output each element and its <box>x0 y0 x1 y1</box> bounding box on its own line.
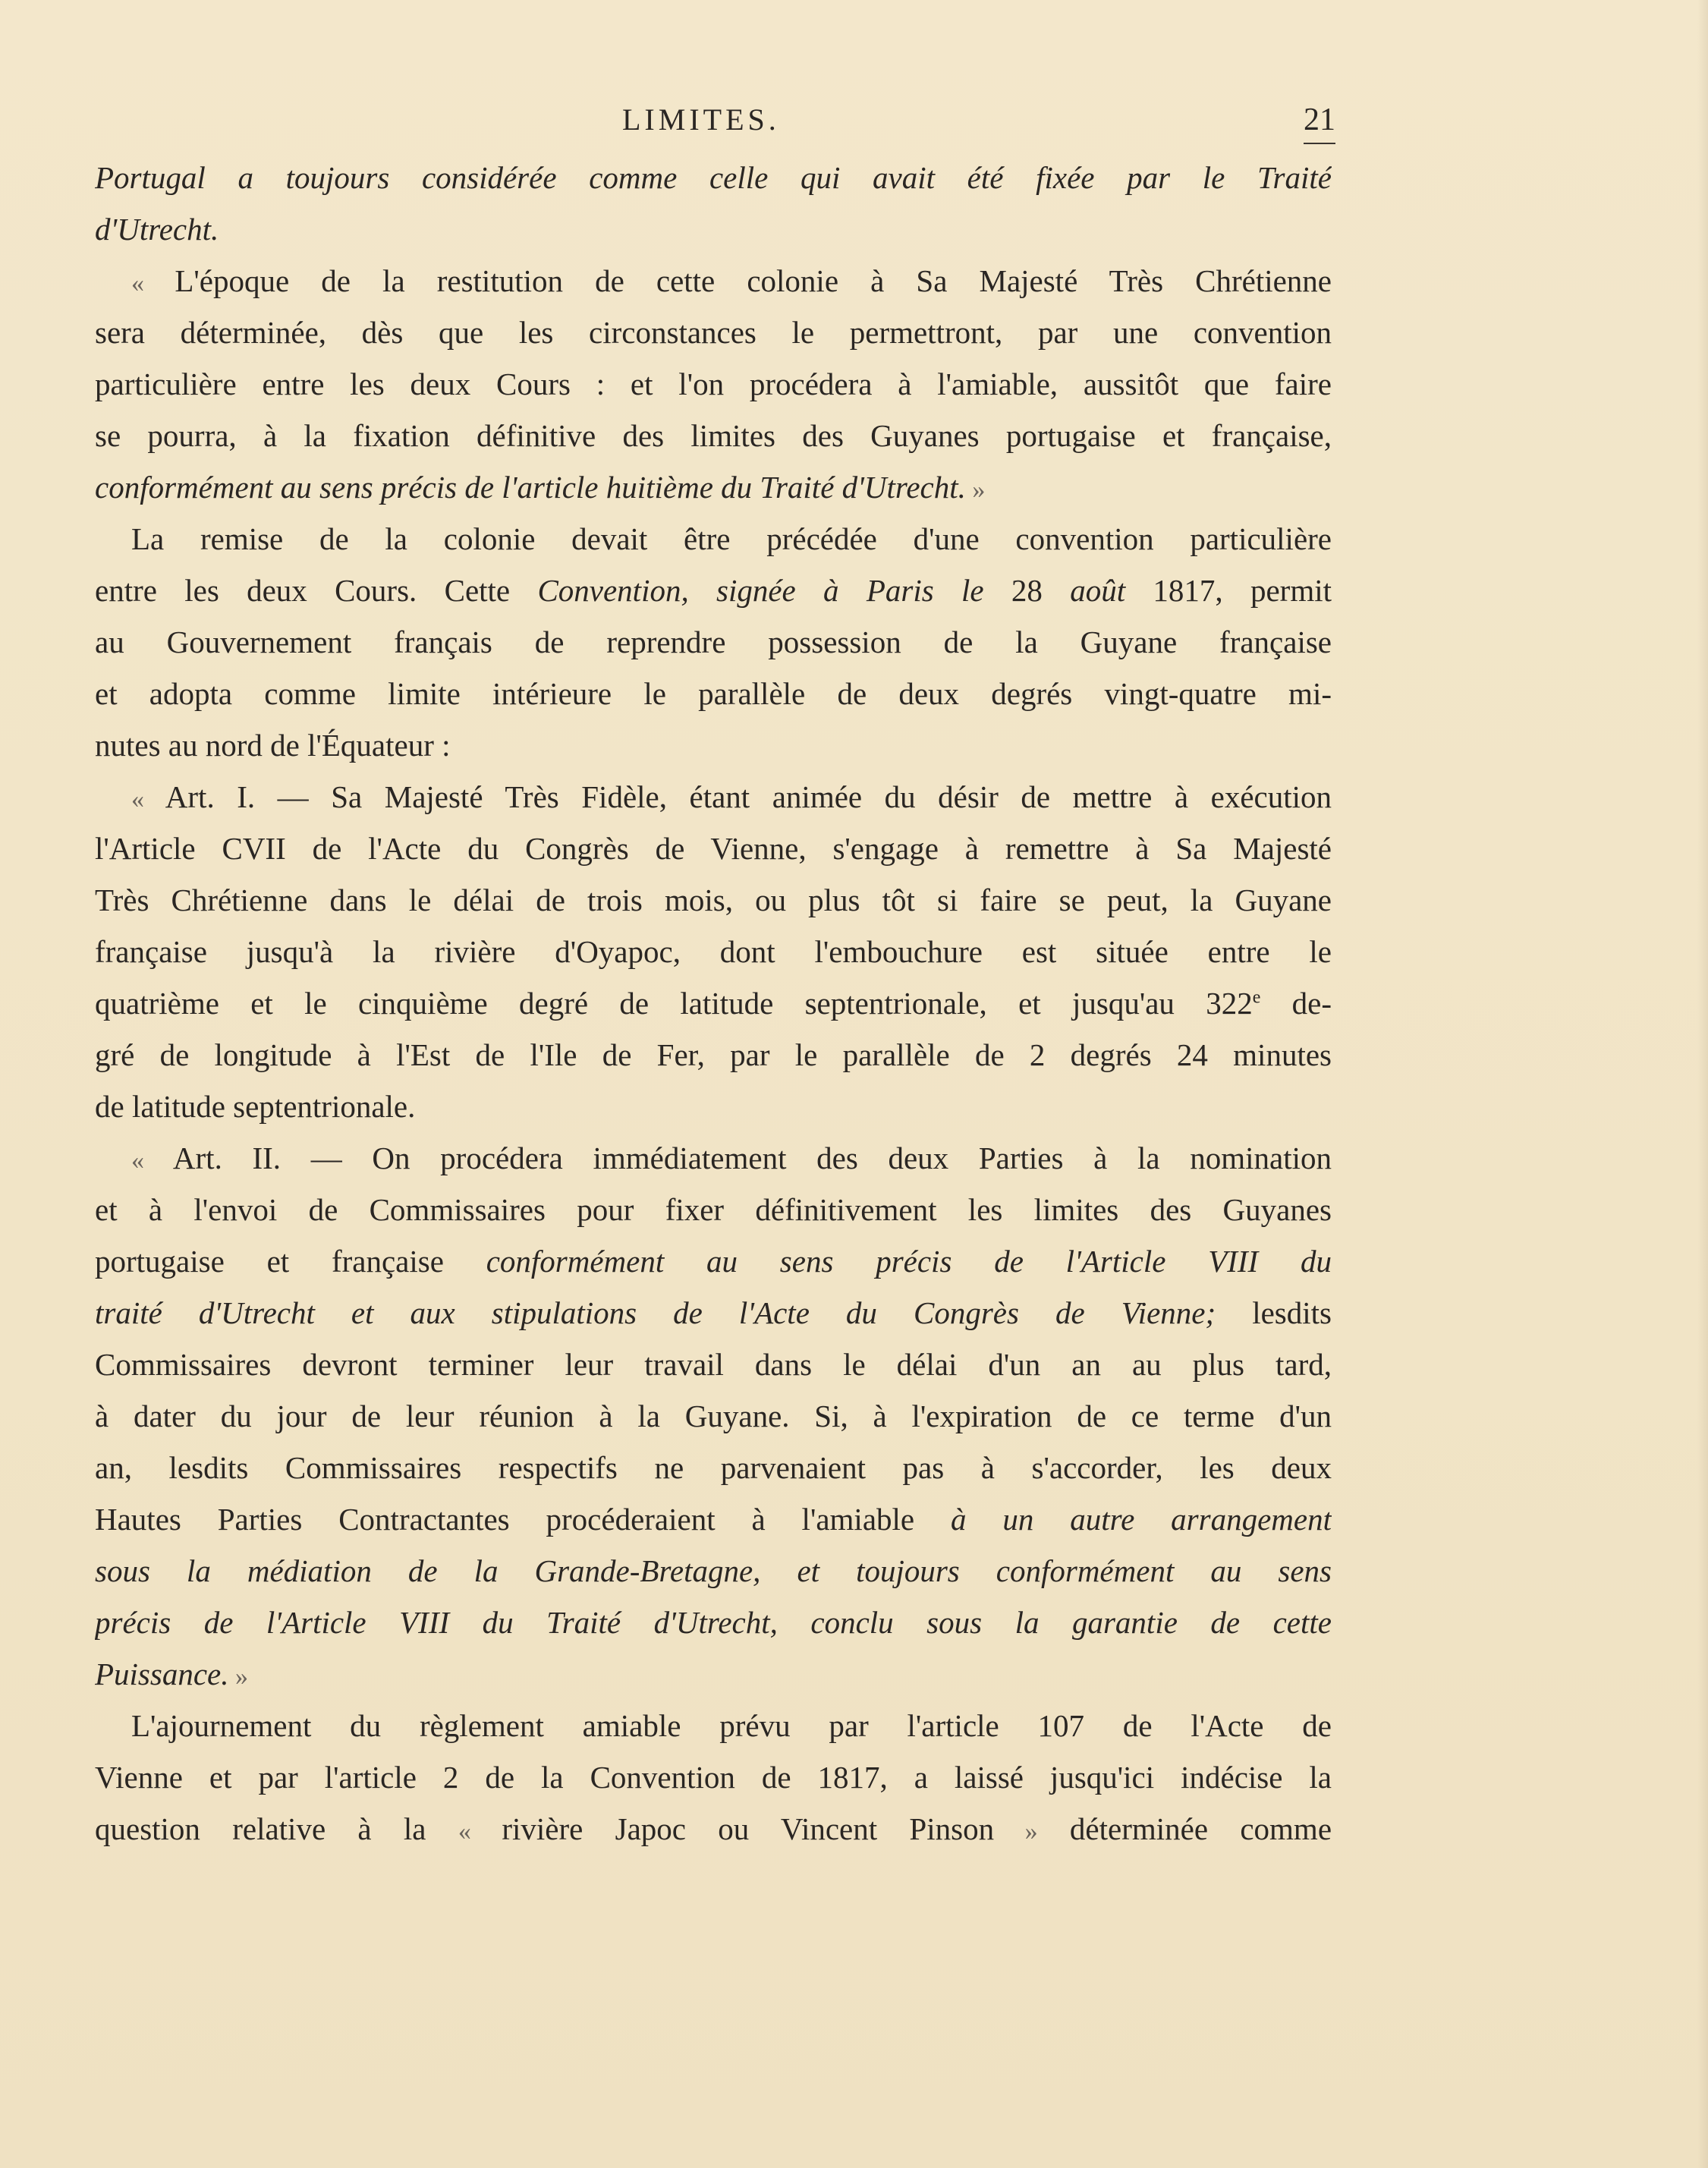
text-segment: et adopta comme limite intérieure le parallèle de deux degrés vingt-quatre mi- <box>95 676 1332 711</box>
text-segment: Très Chrétienne dans le délai de trois mois, ou plus tôt si faire se peut, la Guyane <box>95 883 1332 917</box>
text-line <box>95 1597 1332 1648</box>
guillemet: » <box>994 1817 1038 1845</box>
text-segment: de- <box>1260 986 1332 1021</box>
text-segment: sera déterminée, dès que les circonstances le permettront, par une convention <box>95 315 1332 350</box>
text-line <box>95 926 1332 977</box>
text-line <box>95 1545 1332 1597</box>
text-line <box>95 1132 1332 1184</box>
text-line <box>95 823 1332 874</box>
page-number: 21 <box>1304 97 1335 144</box>
guillemet: « <box>131 785 165 813</box>
guillemet: » <box>228 1663 248 1691</box>
text-segment: Hautes Parties Contractantes procéderaient à l'amiable <box>95 1502 951 1537</box>
text-line <box>95 410 1332 461</box>
italic-text-segment: sous la médiation de la Grande-Bretagne, et toujours conformément au sens <box>95 1553 1332 1588</box>
italic-text-segment: à un autre arrangement <box>951 1502 1332 1537</box>
text-line <box>95 1287 1332 1339</box>
text-segment: française jusqu'à la rivière d'Oyapoc, dont l'embouchure est située entre le <box>95 934 1332 969</box>
text-segment: Commissaires devront terminer leur travail dans le délai d'un an au plus tard, <box>95 1347 1332 1382</box>
text-line <box>95 152 1332 203</box>
text-segment: portugaise et française <box>95 1244 486 1279</box>
text-line <box>95 771 1332 823</box>
text-segment: Art. II. — On procédera immédiatement des deux Parties à la nomination <box>172 1141 1332 1175</box>
text-segment: 1817, permit <box>1125 573 1332 608</box>
text-line <box>95 1390 1332 1442</box>
italic-text-segment: précis de l'Article VIII du Traité d'Utrecht, conclu sous la garantie de cette <box>95 1605 1332 1640</box>
text-line <box>95 668 1332 719</box>
text-line <box>95 1648 1332 1700</box>
page-edge-shadow <box>1697 0 1708 2168</box>
guillemet: « <box>458 1817 502 1845</box>
text-line <box>95 1339 1332 1390</box>
italic-text-segment: Convention, signée à Paris le <box>537 573 984 608</box>
text-line <box>95 461 1332 513</box>
text-segment: nutes au nord de l'Équateur : <box>95 728 451 763</box>
italic-text-segment: conformément au sens précis de l'Article VIII du <box>486 1244 1332 1279</box>
text-line <box>95 874 1332 926</box>
text-line <box>95 1803 1332 1855</box>
text-segment: l'Article CVII de l'Acte du Congrès de Vienne, s'engage à remettre à Sa Majesté <box>95 831 1332 866</box>
text-line <box>95 1751 1332 1803</box>
text-line <box>95 255 1332 307</box>
italic-text-segment: août <box>1070 573 1126 608</box>
text-segment: se pourra, à la fixation définitive des limites des Guyanes portugaise et française, <box>95 418 1332 453</box>
page-header <box>0 97 1708 143</box>
guillemet: « <box>131 269 175 297</box>
text-line <box>95 1184 1332 1235</box>
text-segment: Vienne et par l'article 2 de la Convention de 1817, a laissé jusqu'ici indécise la <box>95 1760 1332 1795</box>
text-segment: particulière entre les deux Cours : et l'on procédera à l'amiable, aussitôt que faire <box>95 367 1332 401</box>
running-head: LIMITES. <box>622 102 780 137</box>
text-line <box>95 1493 1332 1545</box>
text-segment: à dater du jour de leur réunion à la Guyane. Si, à l'expiration de ce terme d'un <box>95 1399 1332 1433</box>
text-segment: an, lesdits Commissaires respectifs ne parvenaient pas à s'accorder, les deux <box>95 1450 1332 1485</box>
text-line <box>95 565 1332 616</box>
text-line <box>95 358 1332 410</box>
text-segment: rivière Japoc ou Vincent Pinson <box>502 1811 995 1846</box>
text-segment: au Gouvernement français de reprendre possession de la Guyane française <box>95 625 1332 659</box>
text-segment: Art. I. — Sa Majesté Très Fidèle, étant animée du désir de mettre à exécution <box>165 779 1332 814</box>
body-text <box>95 152 1332 1855</box>
text-segment: et à l'envoi de Commissaires pour fixer définitivement les limites des Guyanes <box>95 1192 1332 1227</box>
italic-text-segment: Puissance. <box>95 1657 229 1691</box>
text-line <box>95 719 1332 771</box>
text-line <box>95 203 1332 255</box>
text-line <box>95 616 1332 668</box>
text-segment: L'ajournement du règlement amiable prévu par l'article 107 de l'Acte de <box>131 1708 1332 1743</box>
text-segment: question relative à la <box>95 1811 458 1846</box>
italic-text-segment: conformément au sens précis de l'article huitième du Traité d'Utrecht. <box>95 470 966 505</box>
italic-text-segment: d'Utrecht. <box>95 212 219 247</box>
text-segment: gré de longitude à l'Est de l'Ile de Fer, par le parallèle de 2 degrés 24 minutes <box>95 1037 1332 1072</box>
guillemet: » <box>965 476 986 504</box>
text-segment: entre les deux Cours. Cette <box>95 573 538 608</box>
italic-text-segment: traité d'Utrecht et aux stipulations de l'Acte du Congrès de Vienne; <box>95 1295 1216 1330</box>
text-segment: quatrième et le cinquième degré de latitude septentrionale, et jusqu'au 322 <box>95 986 1253 1021</box>
text-line <box>95 1029 1332 1081</box>
text-segment: lesdits <box>1216 1295 1332 1330</box>
text-line <box>95 1235 1332 1287</box>
text-segment: L'époque de la restitution de cette colonie à Sa Majesté Très Chrétienne <box>175 263 1332 298</box>
text-line <box>95 1700 1332 1751</box>
text-segment: La remise de la colonie devait être précédée d'une convention particulière <box>131 521 1332 556</box>
text-line <box>95 1081 1332 1132</box>
text-segment: e <box>1252 987 1261 1008</box>
text-line <box>95 307 1332 358</box>
text-line <box>95 513 1332 565</box>
italic-text-segment: Portugal a toujours considérée comme celle qui avait été fixée par le Traité <box>95 160 1332 195</box>
text-segment: 28 <box>983 573 1071 608</box>
text-segment: de latitude septentrionale. <box>95 1089 416 1124</box>
text-segment: déterminée comme <box>1037 1811 1332 1846</box>
guillemet: « <box>131 1147 173 1175</box>
text-line <box>95 977 1332 1029</box>
text-line <box>95 1442 1332 1493</box>
